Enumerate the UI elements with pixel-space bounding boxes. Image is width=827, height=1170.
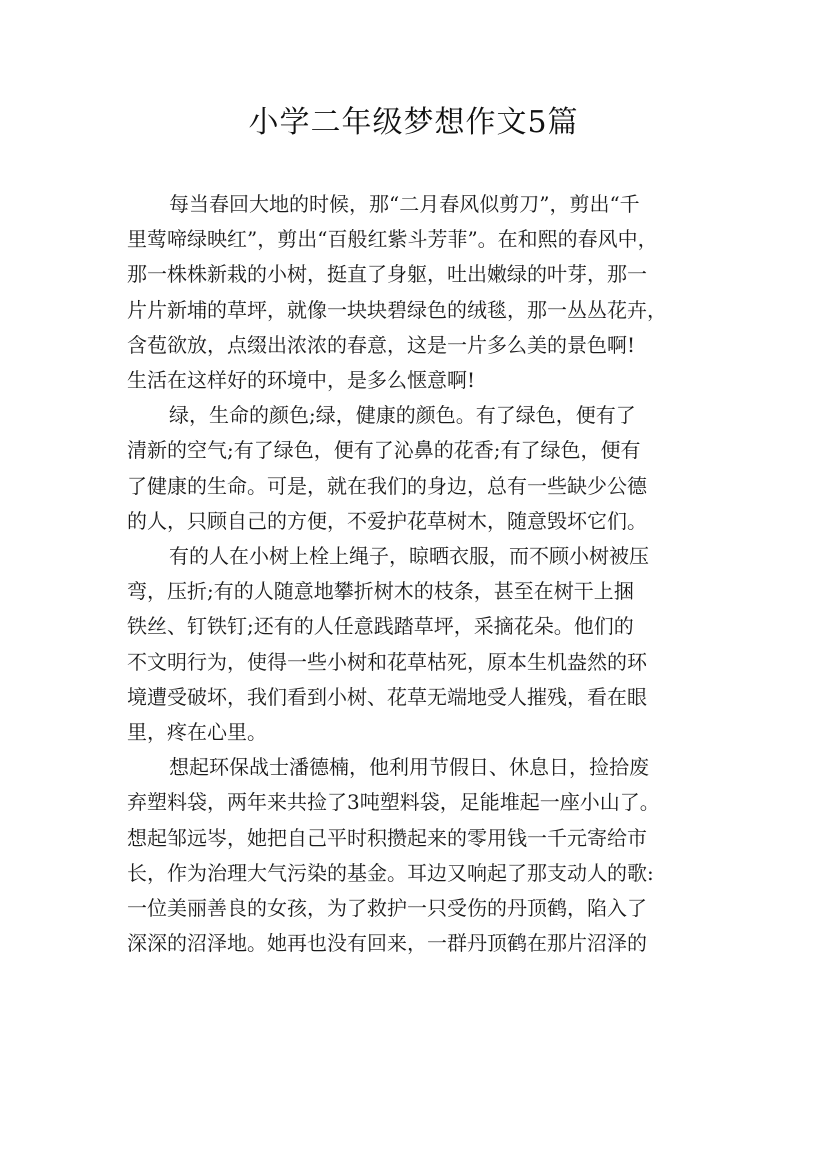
paragraph-line: 清新的空气;有了绿色，便有了沁鼻的花香;有了绿色，便有 — [127, 438, 641, 463]
paragraph-line: 一位美丽善良的女孩，为了救护一只受伤的丹顶鹤，陷入了 — [127, 896, 647, 921]
paragraph-line: 了健康的生命。可是，就在我们的身边，总有一些缺少公德 — [127, 473, 647, 498]
paragraph-line: 深深的沼泽地。她再也没有回来，一群丹顶鹤在那片沼泽的 — [127, 931, 647, 956]
paragraph-line: 绿，生命的颜色;绿，健康的颜色。有了绿色，便有了 — [169, 403, 636, 428]
paragraph-line: 弯，压折;有的人随意地攀折树木的枝条，甚至在树干上捆 — [127, 579, 634, 604]
paragraph-line: 里莺啼绿映红”，剪出“百般红紫斗芳菲”。在和熙的春风中， — [127, 227, 658, 252]
paragraph-3 — [127, 539, 717, 750]
paragraph-line: 的人，只顾自己的方便，不爱护花草树木，随意毁坏它们。 — [127, 508, 647, 533]
paragraph-line: 有的人在小树上栓上绳子，晾晒衣服，而不顾小树被压 — [169, 544, 649, 569]
paragraph-line: 生活在这样好的环境中，是多么惬意啊! — [127, 368, 476, 393]
paragraph-line: 境遭受破坏，我们看到小树、花草无端地受人摧残，看在眼 — [127, 684, 647, 709]
paragraph-line: 弃塑料袋，两年来共捡了3吨塑料袋，足能堆起一座小山了。 — [127, 790, 660, 815]
paragraph-line: 想起邹远岑，她把自己平时积攒起来的零用钱一千元寄给市 — [127, 825, 647, 850]
paragraph-1 — [127, 187, 717, 398]
paragraph-line: 每当春回大地的时候，那“二月春风似剪刀”，剪出“千 — [169, 192, 640, 216]
paragraph-4 — [127, 750, 717, 961]
paragraph-line: 想起环保战士潘德楠，他利用节假日、休息日，捡拾废 — [169, 755, 649, 780]
article-body — [127, 187, 717, 961]
page-title: 小学二年级梦想作文5篇 — [248, 105, 579, 140]
paragraph-line: 铁丝、钉铁钉;还有的人任意践踏草坪，采摘花朵。他们的 — [127, 614, 634, 639]
paragraph-line: 长，作为治理大气污染的基金。耳边又响起了那支动人的歌: — [127, 860, 654, 885]
paragraph-line: 片片新埔的草坪，就像一块块碧绿色的绒毯，那一丛丛花卉， — [127, 297, 667, 322]
paragraph-line: 不文明行为，使得一些小树和花草枯死，原本生机盎然的环 — [127, 649, 647, 674]
paragraph-line: 含苞欲放，点缀出浓浓的春意，这是一片多么美的景色啊! — [127, 332, 636, 357]
paragraph-line: 里，疼在心里。 — [127, 720, 267, 745]
paragraph-2 — [127, 398, 717, 539]
paragraph-line: 那一株株新栽的小树，挺直了身躯，吐出嫩绿的叶芽，那一 — [127, 262, 647, 287]
